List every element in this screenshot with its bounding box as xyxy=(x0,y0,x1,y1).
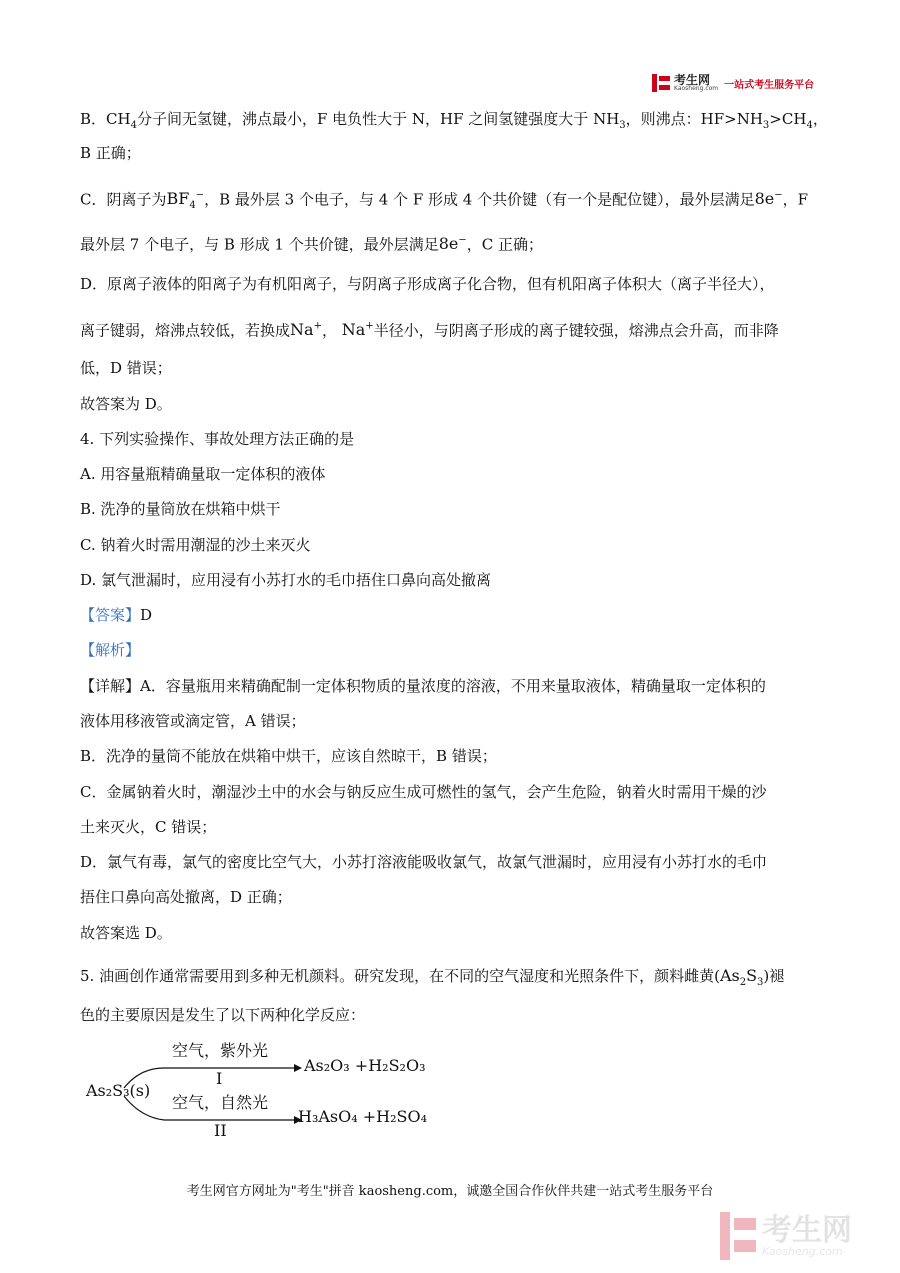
question-4-detail-a-2: 液体用移液管或滴定管，A 错误； xyxy=(80,712,306,730)
question-4-detail-a-1: 【详解】A．容量瓶用来精确配制一定体积物质的量浓度的溶液，不用来量取液体，精确量取一定体积的 xyxy=(80,677,766,695)
question-4-analysis-tag: 【解析】 xyxy=(80,641,141,659)
logo-domain: Kaosheng.com xyxy=(674,85,719,92)
reactant: As₂S₃(s) xyxy=(86,1081,151,1100)
footer-text: 考生网官方网址为"考生"拼音 kaosheng.com，诚邀全国合作伙伴共建一站式考生服务平台 xyxy=(186,1184,714,1199)
watermark-name: 考生网 xyxy=(762,1212,852,1248)
option-b-line-1: B．$CH_4$分子间无氢键，沸点最小，F 电负性大于 N，HF 之间氢键强度大于 $NH_3$，则沸点：$HF>NH_3>CH_4$， xyxy=(80,110,828,131)
question-4-option-a: A. 用容量瓶精确量取一定体积的液体 xyxy=(80,465,326,483)
reaction-scheme xyxy=(80,1036,480,1146)
question-4-detail-b: B．洗净的量筒不能放在烘箱中烘干，应该自然晾干，B 错误； xyxy=(80,747,497,765)
question-4-final-answer: 故答案选 D。 xyxy=(80,924,172,942)
question-4-option-d: D. 氯气泄漏时，应用浸有小苏打水的毛巾捂住口鼻向高处撤离 xyxy=(80,571,492,589)
logo-name: 考生网 xyxy=(674,73,711,87)
logo-icon xyxy=(652,74,670,92)
answer-q3: 故答案为 D。 xyxy=(80,395,172,413)
question-4-answer: 【答案】D xyxy=(80,606,153,624)
option-d-line-1: D．原离子液体的阳离子为有机阳离子，与阴离子形成离子化合物，但有机阳离子体积大（离子半径大）， xyxy=(80,275,775,293)
question-4-option-b: B. 洗净的量筒放在烘箱中烘干 xyxy=(80,500,281,518)
option-b-line-2: B 正确； xyxy=(80,144,141,162)
condition-1: 空气，紫外光 xyxy=(172,1041,269,1060)
question-4-detail-c-1: C．金属钠着火时，潮湿沙土中的水会与钠反应生成可燃性的氢气，会产生危险，钠着火时需用干燥的沙 xyxy=(80,783,767,801)
answer-tag: 【答案】 xyxy=(80,606,141,624)
option-c-line-2: 最外层 7 个电子，与 B 形成 1 个共价键，最外层满足8e−，C 正确； xyxy=(80,234,544,254)
watermark-domain: Kaosheng.com xyxy=(762,1244,843,1258)
question-4-option-c: C. 钠着火时需用潮湿的沙土来灭火 xyxy=(80,536,311,554)
question-4-detail-d-1: D．氯气有毒，氯气的密度比空气大，小苏打溶液能吸收氯气，故氯气泄漏时，应用浸有小苏打水的毛巾 xyxy=(80,853,768,871)
question-4-detail-c-2: 土来灭火，C 错误； xyxy=(80,818,217,836)
condition-2: 空气，自然光 xyxy=(172,1093,269,1112)
option-d-line-2: 离子键弱，熔沸点较低，若换成Na+， Na+半径小，与阴离子形成的离子键较强，熔沸点会升高，而非降 xyxy=(80,320,779,340)
option-c-line-1: C．阴离子为$BF_4^-$，B 最外层 3 个电子，与 4 个 F 形成 4 个共价键（有一个是配位键），最外层满足8e−，F xyxy=(80,189,809,212)
watermark-icon xyxy=(720,1212,756,1260)
question-4-detail-d-2: 捂住口鼻向高处撤离，D 正确； xyxy=(80,888,292,906)
route-label-2: II xyxy=(214,1121,227,1140)
header-logo xyxy=(652,72,814,94)
watermark-logo xyxy=(720,1208,890,1264)
question-5-line-1: 5. 油画创作通常需要用到多种无机颜料。研究发现，在不同的空气湿度和光照条件下，颜料雌黄$(As_2S_3)$褪 xyxy=(80,966,785,989)
route-label-1: I xyxy=(216,1069,223,1088)
product-2: H₃AsO₄ +H₂SO₄ xyxy=(298,1107,428,1126)
logo-slogan: 一站式考生服务平台 xyxy=(724,79,815,91)
product-1: As₂O₃ +H₂S₂O₃ xyxy=(304,1056,426,1075)
question-4-stem: 4. 下列实验操作、事故处理方法正确的是 xyxy=(80,430,355,448)
option-d-line-3: 低，D 错误； xyxy=(80,359,172,377)
question-5-line-2: 色的主要原因是发生了以下两种化学反应： xyxy=(80,1006,366,1024)
